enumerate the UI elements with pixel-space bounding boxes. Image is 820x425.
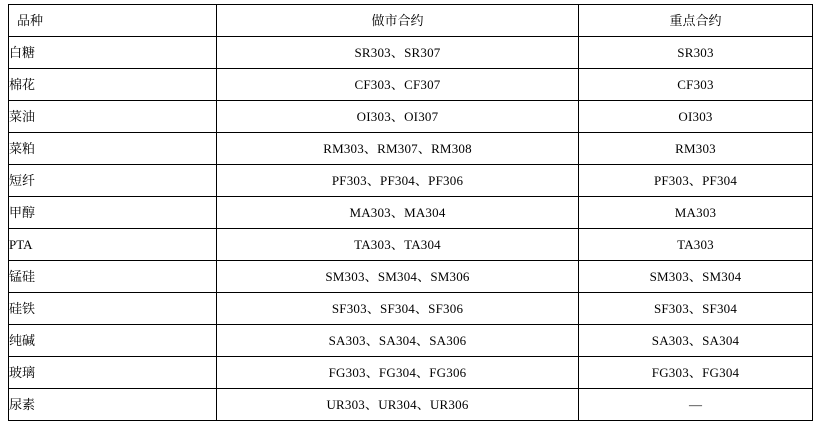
table-header <box>9 5 813 37</box>
cell-variety: 玻璃 <box>9 357 217 389</box>
table-row <box>9 229 813 261</box>
table-row <box>9 357 813 389</box>
cell-variety: 锰硅 <box>9 261 217 293</box>
cell-variety: 纯碱 <box>9 325 217 357</box>
table-row <box>9 261 813 293</box>
table-row <box>9 197 813 229</box>
cell-variety: 甲醇 <box>9 197 217 229</box>
cell-variety: 菜油 <box>9 101 217 133</box>
cell-market-contract: FG303、FG304、FG306 <box>217 357 579 389</box>
cell-market-contract: SR303、SR307 <box>217 37 579 69</box>
cell-variety: 白糖 <box>9 37 217 69</box>
cell-market-contract: TA303、TA304 <box>217 229 579 261</box>
cell-market-contract: CF303、CF307 <box>217 69 579 101</box>
table-row <box>9 69 813 101</box>
contract-table <box>8 4 813 421</box>
table-row <box>9 389 813 421</box>
column-header-market-contract: 做市合约 <box>217 5 579 37</box>
cell-variety: PTA <box>9 229 217 261</box>
cell-key-contract: CF303 <box>579 69 813 101</box>
cell-key-contract: SA303、SA304 <box>579 325 813 357</box>
column-header-variety: 品种 <box>9 5 217 37</box>
cell-market-contract: MA303、MA304 <box>217 197 579 229</box>
cell-key-contract: SR303 <box>579 37 813 69</box>
table-header-row <box>9 5 813 37</box>
cell-key-contract: RM303 <box>579 133 813 165</box>
cell-variety: 菜粕 <box>9 133 217 165</box>
cell-key-contract: TA303 <box>579 229 813 261</box>
table-row <box>9 165 813 197</box>
cell-key-contract: SM303、SM304 <box>579 261 813 293</box>
cell-key-contract: PF303、PF304 <box>579 165 813 197</box>
table-row <box>9 325 813 357</box>
cell-key-contract: MA303 <box>579 197 813 229</box>
cell-market-contract: SA303、SA304、SA306 <box>217 325 579 357</box>
column-header-key-contract: 重点合约 <box>579 5 813 37</box>
cell-market-contract: SF303、SF304、SF306 <box>217 293 579 325</box>
cell-market-contract: RM303、RM307、RM308 <box>217 133 579 165</box>
table-row <box>9 101 813 133</box>
cell-key-contract: SF303、SF304 <box>579 293 813 325</box>
cell-market-contract: PF303、PF304、PF306 <box>217 165 579 197</box>
cell-variety: 棉花 <box>9 69 217 101</box>
cell-market-contract: SM303、SM304、SM306 <box>217 261 579 293</box>
cell-key-contract: OI303 <box>579 101 813 133</box>
cell-key-contract: FG303、FG304 <box>579 357 813 389</box>
cell-variety: 尿素 <box>9 389 217 421</box>
table-row <box>9 293 813 325</box>
table-body <box>9 37 813 421</box>
cell-variety: 硅铁 <box>9 293 217 325</box>
cell-market-contract: UR303、UR304、UR306 <box>217 389 579 421</box>
table-row <box>9 133 813 165</box>
cell-market-contract: OI303、OI307 <box>217 101 579 133</box>
cell-variety: 短纤 <box>9 165 217 197</box>
cell-key-contract: — <box>579 389 813 421</box>
table-row <box>9 37 813 69</box>
